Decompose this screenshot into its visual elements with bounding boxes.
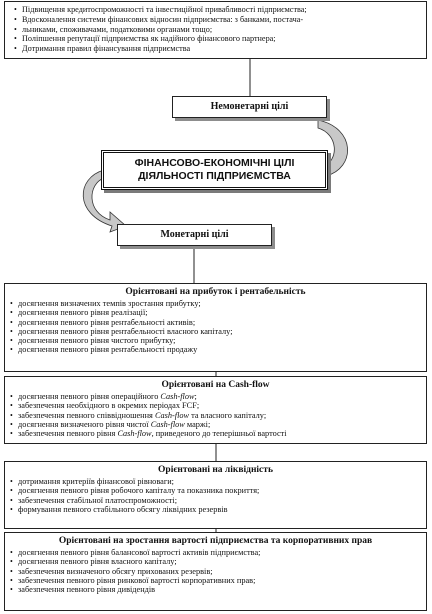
list-item: • забезпечення стабільної платоспроможності; [9,496,422,505]
list-item: • досягнення певного рівня робочого капіталу та показника покриття; [9,486,422,495]
section-title: Орієнтовані на зростання вартості підприємства та корпоративних прав [58,536,373,546]
list-item: • досягнення визначеного рівня чистої Cash-flow маржі; [9,420,422,429]
list-item: • забезпечення визначеного обсягу прихованих резервів; [9,567,422,576]
list-item: • забезпечення певного рівня ринкової вартості корпоративних прав; [9,576,422,585]
list-item: • досягнення певного рівня рентабельності продажу [9,345,422,354]
list-item: • досягнення певного рівня власного капіталу; [9,557,422,566]
list-item: • забезпечення необхідного в окремих періодах FCF; [9,401,422,410]
list-item: • досягнення певного рівня операційного Cash-flow; [9,392,422,401]
monetary-goals-label: Монетарні цілі [117,224,272,246]
section-list [9,477,422,514]
non-monetary-goals-list [13,5,422,54]
list-item: • Поліпшення репутації підприємства як надійного фінансового партнера; [13,34,422,44]
section-list [9,548,422,594]
central-title-line-2: ДІЯЛЬНОСТІ ПІДПРИЄМСТВА [138,170,291,182]
list-item: • досягнення певного рівня рентабельності власного капіталу; [9,327,422,336]
section-profit-profitability [4,283,427,372]
non-monetary-goals-list-box [4,1,427,59]
central-title-line-1: ФІНАНСОВО-ЕКОНОМІЧНІ ЦІЛІ [134,157,295,169]
list-item: • досягнення певного рівня рентабельності активів; [9,318,422,327]
section-list [9,392,422,438]
section-value-growth [4,532,427,611]
list-item: • забезпечення певного рівня дивідендів [9,585,422,594]
section-cash-flow [4,376,427,444]
list-item: • Вдосконалення системи фінансових відносин підприємства: з банками, постача- [13,15,422,25]
list-item: • досягнення визначених темпів зростання прибутку; [9,299,422,308]
list-item-continuation: • льниками, споживачами, податковими органами тощо; [13,25,422,35]
non-monetary-goals-label: Немонетарні цілі [172,96,327,118]
list-item: • забезпечення певного співвідношення Cash-flow та власного капіталу; [9,411,422,420]
list-item: • забезпечення певного рівня Cash-flow, приведеного до теперішньої вартості [9,429,422,438]
section-title: Орієнтовані на Cash-flow [161,380,270,390]
central-goals-title [101,150,328,190]
list-item: • Дотримання правил фінансування підприємства [13,44,422,54]
list-item: • формування певного стабільного обсягу ліквідних резервів [9,505,422,514]
section-title: Орієнтовані на ліквідність [158,465,273,475]
list-item: • дотримання критеріїв фінансової рівноваги; [9,477,422,486]
section-list [9,299,422,355]
list-item: • досягнення певного рівня реалізації; [9,308,422,317]
list-item: • Підвищення кредитоспроможності та інвестиційної привабливості підприємства; [13,5,422,15]
list-item: • досягнення певного рівня чистого прибутку; [9,336,422,345]
section-title: Орієнтовані на прибуток і рентабельність [125,287,306,297]
list-item: • досягнення певного рівня балансової вартості активів підприємства; [9,548,422,557]
section-liquidity [4,461,427,529]
